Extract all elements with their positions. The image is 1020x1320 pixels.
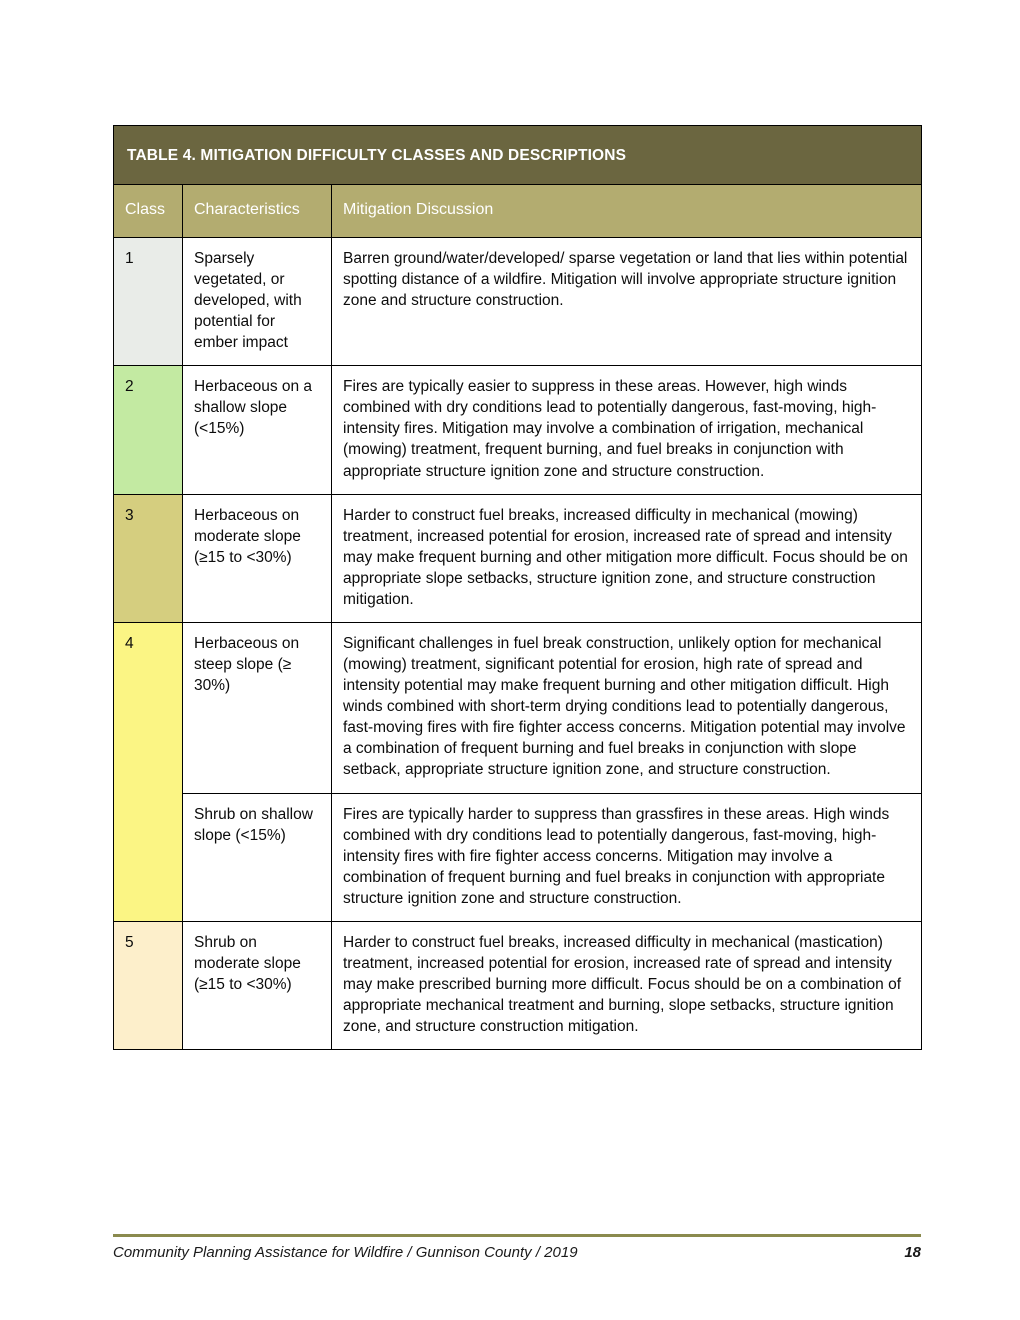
- class-number-cell: 3: [114, 494, 183, 622]
- characteristics-cell: Sparsely vegetated, or developed, with potential for ember impact: [183, 237, 332, 365]
- characteristics-cell: Herbaceous on steep slope (≥ 30%): [183, 623, 332, 794]
- footer-divider: [113, 1234, 921, 1237]
- characteristics-cell: Herbaceous on moderate slope (≥15 to <30%): [183, 494, 332, 622]
- column-header-characteristics: Characteristics: [183, 185, 332, 238]
- mitigation-difficulty-table: [113, 125, 922, 1050]
- characteristics-cell: Shrub on moderate slope (≥15 to <30%): [183, 921, 332, 1049]
- mitigation-difficulty-table-container: [113, 125, 921, 1050]
- table-title-row: [114, 126, 922, 185]
- footer-content: [113, 1244, 921, 1261]
- mitigation-discussion-cell: Harder to construct fuel breaks, increased difficulty in mechanical (mowing) treatment, increased potential for erosion, increased rate of spread and intensity may make frequent burning and other mitigation more difficult. Focus should be on appropriate slope setbacks, structure ignition zone, and structure construction mitigation.: [332, 494, 922, 622]
- class-number-cell: 2: [114, 366, 183, 494]
- mitigation-discussion-cell: Fires are typically harder to suppress than grassfires in these areas. High winds combined with dry conditions lead to potentially dangerous, fast-moving, high-intensity fires with fire fighter access concerns. Mitigation may involve a combination of frequent burning and fuel breaks in conjunction with appropriate structure ignition zone and structure construction.: [332, 793, 922, 921]
- table-header-row: [114, 185, 922, 238]
- column-header-class: Class: [114, 185, 183, 238]
- footer-document-title: Community Planning Assistance for Wildfire / Gunnison County / 2019: [113, 1243, 578, 1261]
- mitigation-discussion-cell: Harder to construct fuel breaks, increased difficulty in mechanical (mastication) treatment, increased potential for erosion, increased rate of spread and intensity may make prescribed burning more difficult. Focus should be on a combination of appropriate mechanical treatment and burning, slope setbacks, structure ignition zone, and structure construction mitigation.: [332, 921, 922, 1049]
- characteristics-cell: Shrub on shallow slope (<15%): [183, 793, 332, 921]
- table-title: TABLE 4. MITIGATION DIFFICULTY CLASSES AND DESCRIPTIONS: [114, 126, 922, 185]
- table-row: [114, 623, 922, 794]
- table-row: [114, 366, 922, 494]
- mitigation-discussion-cell: Significant challenges in fuel break construction, unlikely option for mechanical (mowing) treatment, significant potential for erosion, high rate of spread and intensity potential may make frequent burning and other mitigation difficult. High winds combined with short-term drying conditions lead to potentially dangerous, fast-moving fires with fire fighter access concerns. Mitigation potential may involve a combination of frequent burning and fuel breaks in conjunction with slope setback, appropriate structure ignition zone, and structure construction.: [332, 623, 922, 794]
- mitigation-discussion-cell: Fires are typically easier to suppress in these areas. However, high winds combined with dry conditions lead to potentially dangerous, fast-moving, high-intensity fires. Mitigation may involve a combination of irrigation, mechanical (mowing) treatment, frequent burning, and fuel breaks in conjunction with appropriate structure ignition zone and structure construction.: [332, 366, 922, 494]
- class-number-cell: 5: [114, 921, 183, 1049]
- table-row: [114, 921, 922, 1049]
- page-footer: [113, 1234, 921, 1261]
- column-header-mitigation-discussion: Mitigation Discussion: [332, 185, 922, 238]
- table-row: [114, 793, 922, 921]
- class-number-cell: 1: [114, 237, 183, 365]
- characteristics-cell: Herbaceous on a shallow slope (<15%): [183, 366, 332, 494]
- table-row: [114, 237, 922, 365]
- footer-page-number: 18: [904, 1243, 921, 1261]
- class-number-cell: 4: [114, 623, 183, 922]
- table-row: [114, 494, 922, 622]
- mitigation-discussion-cell: Barren ground/water/developed/ sparse vegetation or land that lies within potential spotting distance of a wildfire. Mitigation will involve appropriate structure ignition zone and structure construction.: [332, 237, 922, 365]
